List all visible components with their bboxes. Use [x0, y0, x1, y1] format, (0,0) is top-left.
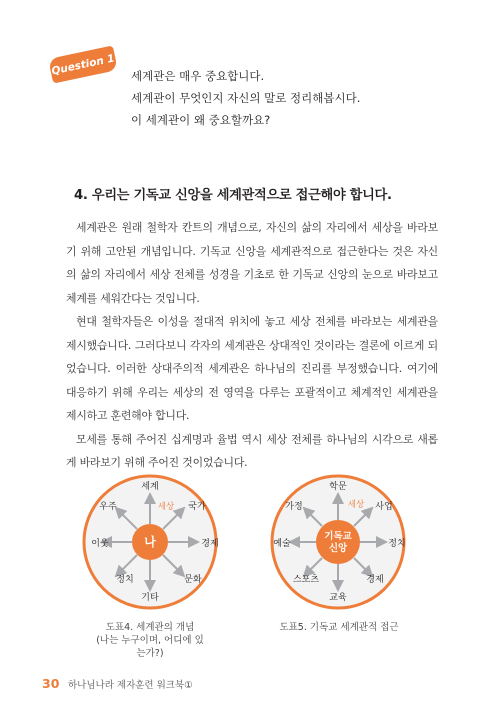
node-label: 이웃	[91, 539, 109, 549]
christian-worldview-diagram	[258, 472, 418, 612]
node-label: 경제	[201, 539, 219, 549]
node-label: 가정	[285, 502, 303, 512]
question-lines	[131, 65, 360, 131]
body-paragraph: 현대 철학자들은 이성을 절대적 위치에 놓고 세상 전체를 바라보는 세계관을 제시했습니다. 그러다보니 각자의 세계관은 상대적인 것이라는 결론에 이르게 되었습니다. 이러한 상대주의적 세계관은 하나님의 진리를 부정했습니다. 여기에 대응하기 위해 우리는 세상의 전 영역을 다루는 포괄적이고 체계적인 세계관을 제시하고 훈련해야 합니다.	[66, 315, 438, 422]
center-label: 신앙	[328, 543, 348, 554]
caption-line: 도표4. 세계관의 개념	[105, 622, 195, 633]
node-label: 문화	[184, 575, 202, 585]
section-title: 4. 우리는 기독교 신앙을 세계관적으로 접근해야 합니다.	[74, 188, 392, 203]
world-inner-label: 세상	[157, 502, 175, 512]
node-label: 세계	[141, 482, 159, 492]
diagram-caption	[95, 621, 205, 660]
node-label: 스포츠	[292, 575, 320, 585]
center-label: 기독교	[324, 531, 352, 542]
node-label: 정치	[116, 575, 134, 585]
node-label: 학문	[329, 482, 347, 492]
center-circle	[316, 520, 360, 564]
worldview-concept-diagram	[80, 472, 220, 612]
body-paragraph: 모세를 통해 주어진 십계명과 율법 역시 세상 전체를 하나님의 시각으로 새롭게 바라보기 위해 주어진 것이었습니다.	[66, 432, 438, 469]
node-label: 예술	[273, 539, 291, 549]
center-label: 나	[144, 535, 156, 549]
page-number: 30	[42, 676, 60, 691]
question-line: 이 세계관이 왜 중요할까요?	[131, 113, 271, 127]
node-label: 국가	[188, 502, 206, 512]
question-badge: Question 1	[48, 45, 118, 83]
node-label: 교육	[329, 593, 347, 603]
world-inner-label: 세상	[347, 500, 365, 510]
node-label: 우주	[99, 502, 117, 512]
question-line: 세계관은 매우 중요합니다.	[131, 69, 265, 83]
node-label: 경제	[366, 575, 384, 585]
node-label: 정치	[388, 539, 406, 549]
book-title: 하나님나라 제자훈련 워크북①	[68, 680, 193, 691]
diagram-caption: 도표5. 기독교 세계관적 접근	[279, 622, 399, 633]
body-paragraph: 세계관은 원래 철학자 칸트의 개념으로, 자신의 삶의 자리에서 세상을 바라보기 위해 고안된 개념입니다. 기독교 신앙을 세계관적으로 접근한다는 것은 자신의 삶의 자리에서 세상 전체를 성경을 기초로 한 기독교 신앙의 눈으로 바라보고 체계를 세워간다는 것입니다.	[66, 221, 438, 305]
caption-line: (나는 누구이며, 어디에 있는가?)	[96, 635, 204, 659]
question-line: 세계관이 무엇인지 자신의 말로 정리해봅시다.	[131, 91, 361, 105]
body-text	[66, 216, 438, 475]
node-label: 사업	[375, 502, 393, 512]
node-label: 기타	[141, 593, 159, 603]
